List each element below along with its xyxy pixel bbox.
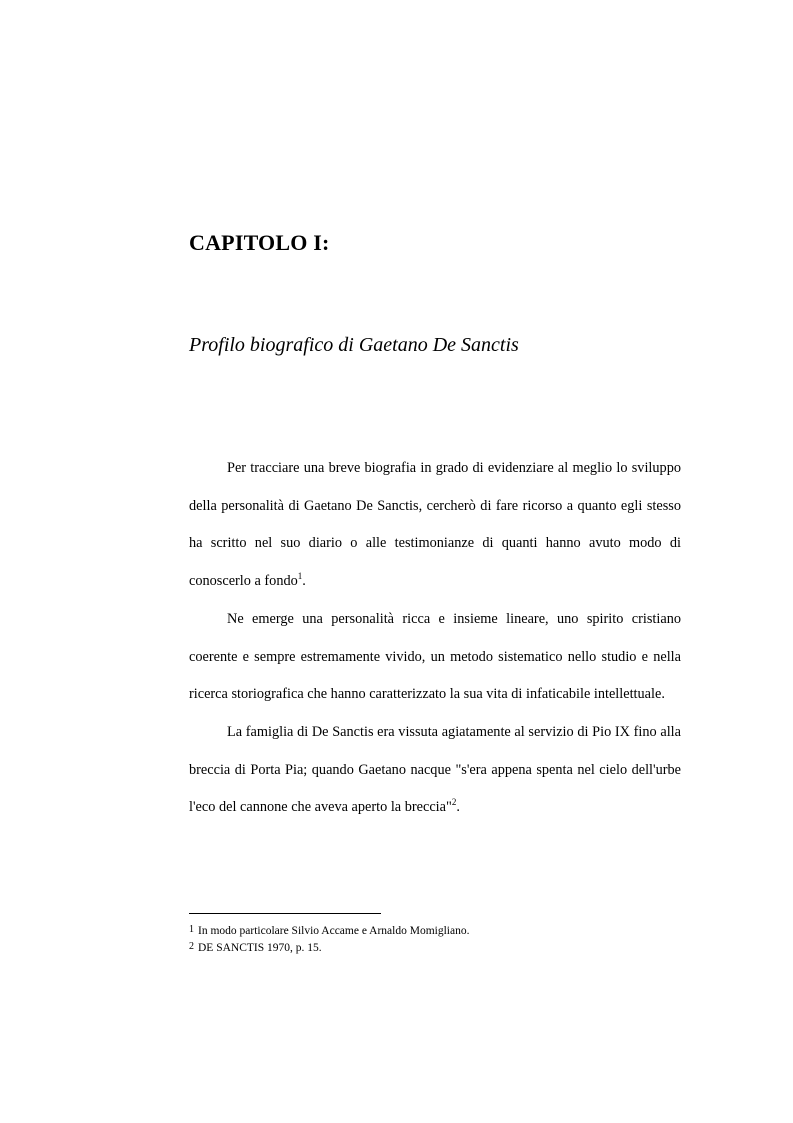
footnote-1: [189, 922, 681, 939]
footnote-1-number: 1: [189, 924, 194, 935]
paragraph-3-tail: .: [456, 799, 460, 816]
body-text: [189, 450, 681, 827]
footnote-ref-2[interactable]: 2: [451, 797, 457, 808]
paragraph-3: [189, 714, 681, 827]
paragraph-2-text: Ne emerge una personalità ricca e insieme lineare, uno spirito cristiano coerente e sempre estremamente vivido, un metodo sistematico nello studio e nella ricerca storiografica che hanno caratterizzato la sua vita di infaticabile intellettuale.: [189, 610, 681, 703]
paragraph-2: [189, 601, 681, 714]
footnote-1-text: In modo particolare Silvio Accame e Arnaldo Momigliano.: [198, 925, 470, 937]
paragraph-1-text: Per tracciare una breve biografia in grado di evidenziare al meglio lo sviluppo della personalità di Gaetano De Sanctis, cercherò di fare ricorso a quanto egli stesso ha scritto nel suo diario o alle testimonianze di quanti hanno avuto modo di conoscerlo a fondo: [189, 460, 681, 590]
footnote-ref-1[interactable]: 1: [297, 571, 303, 582]
footnotes: [189, 922, 681, 956]
paragraph-1-tail: .: [302, 573, 306, 590]
footnote-2-text: DE SANCTIS 1970, p. 15.: [198, 942, 322, 954]
chapter-subtitle: Profilo biografico di Gaetano De Sanctis: [189, 334, 519, 356]
paragraph-3-text: La famiglia di De Sanctis era vissuta agiatamente al servizio di Pio IX fino alla breccia di Porta Pia; quando Gaetano nacque "s'era appena spenta nel cielo dell'urbe l'eco del cannone che aveva aperto la breccia": [189, 723, 681, 816]
footnote-2: [189, 939, 681, 956]
footnote-divider: [189, 913, 381, 914]
paragraph-1: [189, 450, 681, 601]
footnote-2-number: 2: [189, 941, 194, 952]
chapter-title: CAPITOLO I:: [189, 230, 330, 255]
